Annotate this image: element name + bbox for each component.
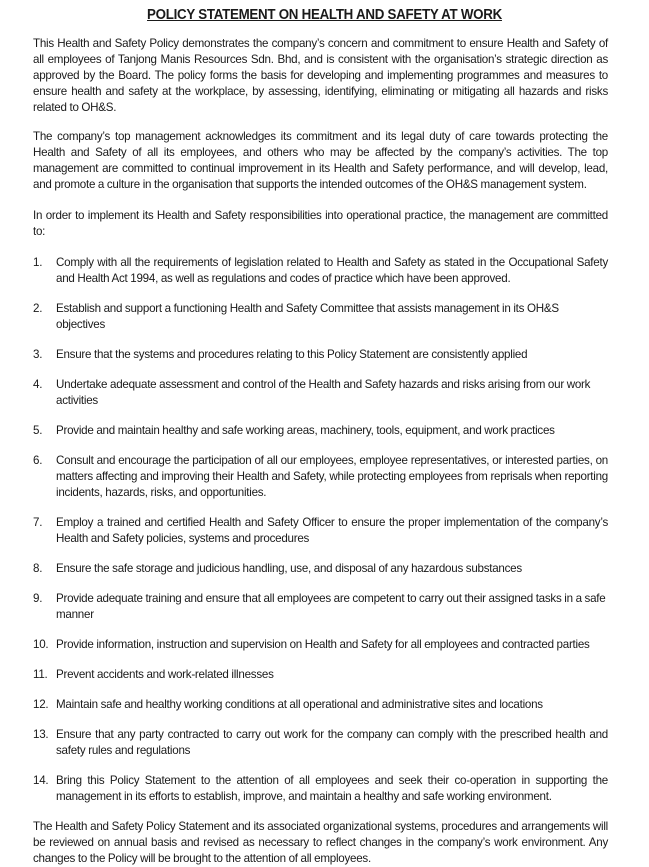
- list-item: [33, 453, 608, 501]
- item-text: Bring this Policy Statement to the attention of all employees and seek their co-operation in supporting the management in its efforts to establish, improve, and maintain a healthy and safe working environment.: [56, 774, 608, 803]
- item-number: 3.: [33, 348, 43, 361]
- document-title: POLICY STATEMENT ON HEALTH AND SAFETY AT WORK: [147, 7, 502, 23]
- item-number: 4.: [33, 378, 43, 391]
- item-number: 5.: [33, 424, 43, 437]
- item-number: 12.: [33, 698, 49, 711]
- list-item: [33, 515, 608, 547]
- item-number: 1.: [33, 256, 43, 269]
- item-number: 9.: [33, 592, 43, 605]
- item-number: 13.: [33, 728, 49, 741]
- item-text: Ensure that the systems and procedures relating to this Policy Statement are consistently applied: [56, 348, 528, 361]
- item-text: Employ a trained and certified Health and Safety Officer to ensure the proper implementation of the company’s Health and Safety policies, systems and procedures: [56, 516, 608, 545]
- list-item: [33, 561, 608, 577]
- item-text: Ensure the safe storage and judicious handling, use, and disposal of any hazardous substances: [56, 562, 522, 575]
- item-text: Provide information, instruction and supervision on Health and Safety for all employees and contracted parties: [56, 638, 590, 651]
- item-text: Prevent accidents and work-related illnesses: [56, 668, 274, 681]
- item-text: Provide adequate training and ensure that all employees are competent to carry out their assigned tasks in a safe manner: [56, 592, 606, 621]
- item-text: Consult and encourage the participation of all our employees, employee representatives, or interested parties, on matters affecting and improving their Health and Safety, while protecting employees from reprisals when reporting incidents, hazards, risks, and opportunities.: [56, 454, 608, 499]
- intro-paragraph: This Health and Safety Policy demonstrates the company’s concern and commitment to ensure Health and Safety of all employees of Tanjong Manis Resources Sdn. Bhd, and is consistent with the organisation’s strategic direction as approved by the Board. The policy forms the basis for developing and implementing programmes and measures to ensure health and safety at the workplace, by assessing, identifying, eliminating or mitigating all hazards and risks related to OH&S.: [33, 37, 608, 114]
- list-item: [33, 591, 608, 623]
- list-item: [33, 667, 608, 683]
- list-item: [33, 255, 608, 287]
- list-item: [33, 697, 608, 713]
- item-text: Ensure that any party contracted to carry out work for the company can comply with the prescribed health and safety rules and regulations: [56, 728, 608, 757]
- item-text: Undertake adequate assessment and control of the Health and Safety hazards and risks arising from our work activities: [56, 378, 591, 407]
- item-number: 10.: [33, 638, 49, 651]
- commitments-list: [33, 255, 608, 805]
- item-number: 2.: [33, 302, 43, 315]
- list-item: [33, 423, 608, 439]
- item-text: Maintain safe and healthy working conditions at all operational and administrative sites and locations: [56, 698, 543, 711]
- list-item: [33, 347, 608, 363]
- item-text: Comply with all the requirements of legislation related to Health and Safety as stated in the Occupational Safety and Health Act 1994, as well as regulations and codes of practice which have been approved.: [56, 256, 608, 285]
- list-item: [33, 377, 608, 409]
- item-number: 11.: [33, 668, 48, 681]
- item-text: Establish and support a functioning Health and Safety Committee that assists management in its OH&S objectives: [56, 302, 559, 331]
- item-number: 6.: [33, 454, 43, 467]
- list-item: [33, 727, 608, 759]
- list-item: [33, 773, 608, 805]
- list-item: [33, 301, 608, 333]
- item-text: Provide and maintain healthy and safe working areas, machinery, tools, equipment, and work practices: [56, 424, 555, 437]
- lead-in-paragraph: In order to implement its Health and Safety responsibilities into operational practice, the management are committed to:: [33, 209, 608, 238]
- item-number: 8.: [33, 562, 43, 575]
- item-number: 7.: [33, 516, 43, 529]
- management-paragraph: The company’s top management acknowledges its commitment and its legal duty of care towards protecting the Health and Safety of all its employees, and others who may be affected by the company’s activities. The top management are committed to continual improvement in its Health and Safety performance, and will develop, lead, and promote a culture in the organisation that supports the intended outcomes of the OH&S management system.: [33, 130, 608, 191]
- item-number: 14.: [33, 774, 49, 787]
- policy-document: [33, 0, 608, 867]
- list-item: [33, 637, 608, 653]
- closing-paragraph: The Health and Safety Policy Statement and its associated organizational systems, procedures and arrangements will be reviewed on annual basis and revised as necessary to reflect changes in the company’s work environment. Any changes to the Policy will be brought to the attention of all employees.: [33, 820, 608, 865]
